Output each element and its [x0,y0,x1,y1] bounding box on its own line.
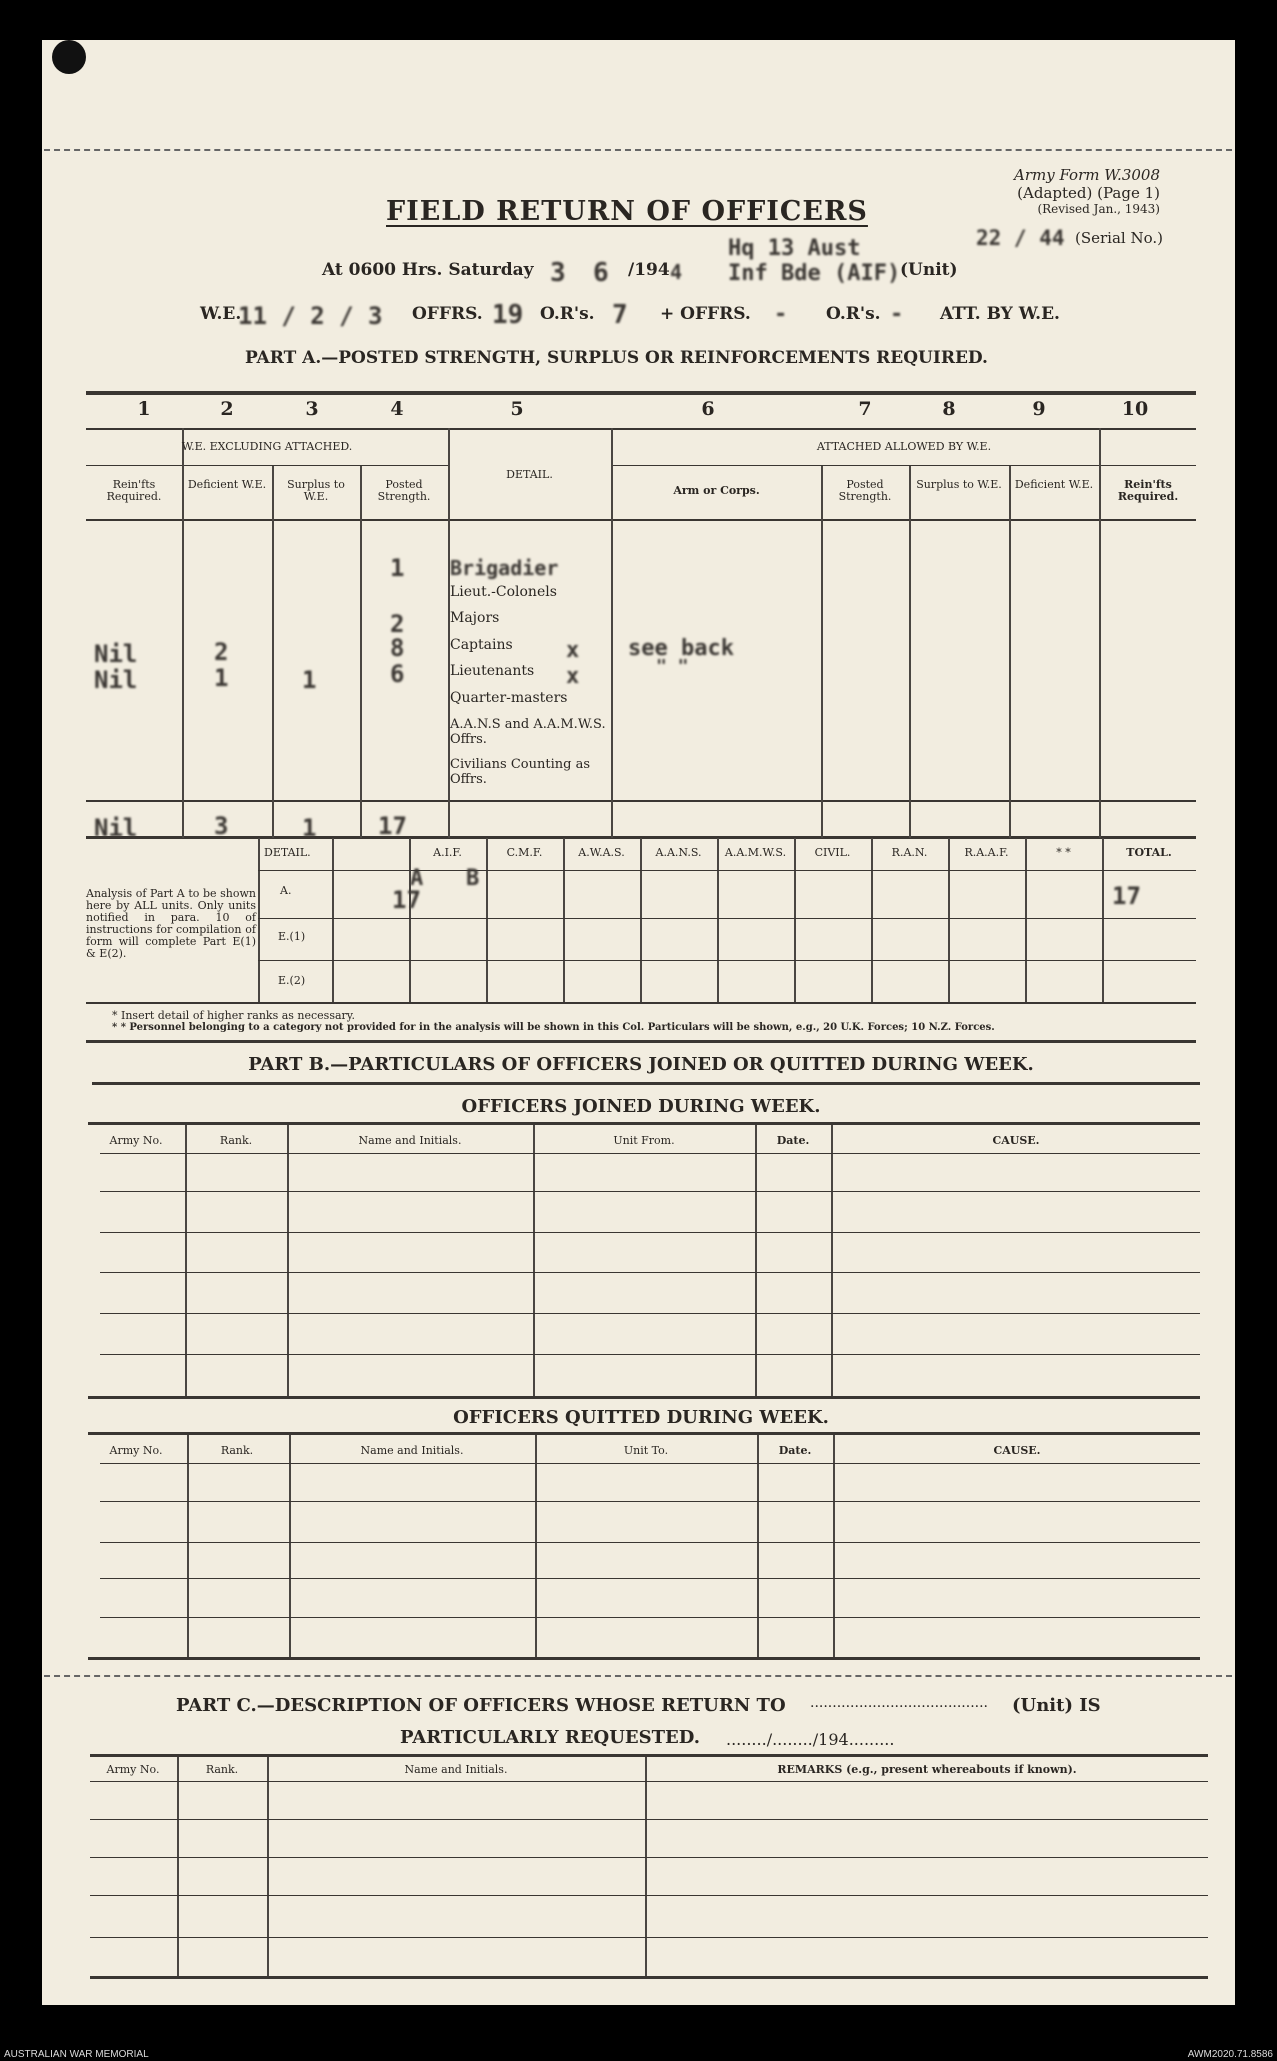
analysis-rule [258,918,1196,919]
part-c-vline [645,1757,647,1977]
detail-header: DETAIL. [506,468,553,481]
we-label: W.E. [200,304,242,324]
footer-left: AUSTRALIAN WAR MEMORIAL [4,2049,149,2060]
part-a-header-rule [86,519,1196,521]
analysis-bottom-rule [86,1002,1196,1004]
part-a-vline [909,466,911,838]
part-c-title-1: PART C.—DESCRIPTION OF OFFICERS WHOSE RETURN TO [176,1695,786,1716]
part-c-row-rule [90,1819,1208,1820]
captains-reinf: Nil [94,640,138,668]
part-a-top-rule [86,391,1196,395]
quitted-h-name: Name and Initials. [360,1444,464,1457]
joined-row-rule [100,1232,1200,1233]
col-num-9: 9 [1032,398,1046,420]
total-reinf: Nil [94,814,138,842]
part-c-row-rule [90,1937,1208,1938]
joined-h-date: Date. [776,1134,810,1147]
analysis-col-ran: R.A.N. [891,846,928,859]
analysis-vline [409,838,411,1002]
rank-lieutenants: Lieutenants [450,663,535,679]
part-a-title: PART A.—POSTED STRENGTH, SURPLUS OR REINFORCEMENTS REQUIRED. [245,348,988,368]
col-num-3: 3 [305,398,319,420]
header-surplus-left: Surplus to W.E. [287,478,345,503]
analysis-vline [1102,838,1104,1002]
plus-offrs-typed: - [774,302,788,327]
header-surplus-right: Surplus to W.E. [916,478,1002,491]
part-c-vline [267,1757,269,1977]
year-suffix: 4 [670,260,683,284]
total-surplus: 1 [302,814,317,842]
header-deficient-left: Deficient W.E. [187,478,267,491]
captains-deficient: 2 [214,638,229,666]
joined-row-rule [100,1354,1200,1355]
joined-row-rule [100,1191,1200,1192]
part-c-title-2: PARTICULARLY REQUESTED. [400,1727,700,1748]
rank-civilians: Civilians Counting as Offrs. [450,757,590,787]
analysis-row-a: A. [280,884,292,897]
att-label: ATT. BY W.E. [940,304,1060,324]
lieutenants-x: x [566,664,580,689]
quitted-row-rule [100,1463,1200,1464]
analysis-vline [717,838,719,1002]
quitted-row-rule [100,1578,1200,1579]
part-b-top-rule [86,1040,1196,1043]
col-num-5: 5 [510,398,524,420]
analysis-vline [948,838,950,1002]
quitted-row-rule [100,1617,1200,1618]
army-form-ref [990,166,1160,216]
captains-arm: see back [628,636,734,661]
joined-bottom-rule [88,1396,1200,1399]
quitted-h-date: Date. [778,1444,812,1457]
quitted-title: OFFICERS QUITTED DURING WEEK. [453,1407,829,1428]
group-right-rule [612,465,1196,466]
analysis-note: Analysis of Part A to be shown here by ALL units. Only units notified in para. 10 of instructions for compilation of form will complete Part E(1) & E(2). [86,887,256,960]
group-left-label: W.E. EXCLUDING ATTACHED. [181,440,353,453]
analysis-col-aans: A.A.N.S. [655,846,702,859]
perforation-top [44,149,1232,151]
part-c-vline [177,1757,179,1977]
unit-typed-1: Hq 13 Aust [728,236,861,261]
part-c-top-rule [90,1754,1208,1757]
quitted-vline [535,1435,537,1659]
brigadier-posted: 1 [390,554,405,582]
joined-h-unit-from: Unit From. [613,1134,675,1147]
offrs-label: OFFRS. [412,304,483,324]
header-deficient-right: Deficient W.E. [1014,478,1094,491]
quitted-row-rule [100,1501,1200,1502]
part-c-row-rule [90,1857,1208,1858]
analysis-vline [486,838,488,1002]
analysis-vline [258,838,260,1002]
col-num-1: 1 [137,398,151,420]
part-a-body-rule [86,800,1196,802]
analysis-detail-header: DETAIL. [264,846,311,859]
lieutenants-deficient: 1 [214,664,229,692]
joined-row-rule [100,1153,1200,1154]
form-title: FIELD RETURN OF OFFICERS [386,196,868,227]
lieutenants-reinf: Nil [94,666,138,694]
joined-vline [533,1125,535,1397]
col-num-2: 2 [220,398,234,420]
joined-h-army-no: Army No. [109,1134,163,1147]
form-adapted: (Adapted) (Page 1) [1017,184,1160,202]
header-arm-corps: Arm or Corps. [673,484,760,497]
quitted-bottom-rule [88,1657,1200,1660]
quitted-vline [757,1435,759,1659]
analysis-vline [1025,838,1027,1002]
plus-ors-typed: - [890,302,904,327]
col-num-6: 6 [701,398,715,420]
joined-vline [287,1125,289,1397]
col-num-7: 7 [858,398,872,420]
quitted-h-unit-to: Unit To. [623,1444,669,1457]
analysis-col-aamws: A.A.M.W.S. [724,846,787,859]
quitted-h-army-no: Army No. [109,1444,163,1457]
analysis-vline [332,838,334,1002]
perforation-bottom [44,1675,1232,1677]
joined-row-rule [100,1313,1200,1314]
part-a-vline [1099,428,1101,838]
part-c-h-remarks: REMARKS (e.g., present whereabouts if known). [777,1763,1077,1776]
joined-h-name: Name and Initials. [358,1134,462,1147]
part-a-vline [182,428,184,838]
quitted-vline [187,1435,189,1659]
footer-right: AWM2020.71.8586 [1187,2049,1273,2060]
joined-vline [755,1125,757,1397]
analysis-typed-total: 17 [1112,882,1141,910]
part-c-h-name: Name and Initials. [404,1763,508,1776]
col-num-4: 4 [390,398,404,420]
joined-h-rank: Rank. [219,1134,253,1147]
offrs-typed: 19 [492,300,524,330]
captains-posted: 8 [390,634,405,662]
rank-quarter-masters: Quarter-masters [450,690,568,706]
majors-posted: 2 [390,610,405,638]
col-num-8: 8 [942,398,956,420]
part-b-title: PART B.—PARTICULARS OF OFFICERS JOINED OR QUITTED DURING WEEK. [248,1054,1034,1075]
analysis-typed-17: 17 [392,886,421,914]
analysis-col-other: * * [1056,846,1071,859]
part-a-vline [1009,466,1011,838]
rank-aans-aamws: A.A.N.S and A.A.M.W.S. Offrs. [450,717,606,747]
analysis-vline [794,838,796,1002]
analysis-col-awas: A.W.A.S. [578,846,625,859]
analysis-col-cmf: C.M.F. [506,846,543,859]
analysis-vline [563,838,565,1002]
analysis-rule [258,960,1196,961]
header-posted-left: Posted Strength. [377,478,431,503]
analysis-vline [640,838,642,1002]
plus-ors-label: O.R's. [826,304,881,324]
joined-top-rule [88,1122,1200,1125]
analysis-rule [258,870,1196,871]
army-form-number: Army Form W.3008 [1014,166,1160,184]
total-posted: 17 [378,812,407,840]
captains-x: x [566,638,580,663]
joined-vline [185,1125,187,1397]
analysis-row-e1: E.(1) [278,930,306,943]
rank-captains: Captains [450,637,513,653]
form-revised: (Revised Jan., 1943) [1037,202,1160,216]
year-prefix: /194 [628,260,670,280]
unit-label: (Unit) [900,260,958,280]
part-b-rule [92,1082,1200,1085]
quitted-row-rule [100,1542,1200,1543]
analysis-col-total: TOTAL. [1126,846,1172,859]
lieutenants-arm: " " [656,656,689,677]
rank-brigadier: Brigadier [450,556,559,580]
part-c-h-rank: Rank. [205,1763,239,1776]
rank-lieut-colonels: Lieut.-Colonels [450,584,557,600]
serial-typed: 22 / 44 [976,226,1065,250]
part-c-bottom-rule [90,1976,1208,1979]
header-reinf-left: Rein'fts Required. [106,478,162,503]
header-posted-right: Posted Strength. [838,478,892,503]
quitted-vline [289,1435,291,1659]
date-month: 6 [593,258,609,288]
punch-hole [52,40,86,74]
analysis-vline [871,838,873,1002]
plus-offrs-label: + OFFRS. [660,304,751,324]
header-reinf-right: Rein'fts Required. [1117,478,1179,503]
analysis-typed-b: B [466,866,480,891]
rank-majors: Majors [450,610,500,626]
ors-typed: 7 [612,300,628,330]
analysis-col-aif: A.I.F. [433,846,462,859]
part-a-vline [821,466,823,838]
quitted-vline [833,1435,835,1659]
footnote-2: * * Personnel belonging to a category not provided for in the analysis will be shown in this Col. Particulars will be shown, e.g., 20 U.K. Forces; 10 N.Z. Forces. [112,1022,995,1033]
part-c-unit-dots: ........................................ [810,1695,989,1711]
unit-typed-2: Inf Bde (AIF) [728,261,901,286]
footnote-1: * Insert detail of higher ranks as necessary. [112,1009,356,1022]
part-c-row-rule [90,1781,1208,1782]
analysis-col-raaf: R.A.A.F. [964,846,1009,859]
part-a-vline [272,466,274,838]
we-typed: 11 / 2 / 3 [238,302,383,330]
part-a-colnum-rule [86,428,1196,430]
joined-h-cause: CAUSE. [992,1134,1040,1147]
lieutenants-posted: 6 [390,660,405,688]
analysis-row-e2: E.(2) [278,974,306,987]
group-left-rule [86,465,448,466]
lieutenants-surplus: 1 [302,666,317,694]
group-right-label: ATTACHED ALLOWED BY W.E. [816,440,992,453]
part-c-date: ......../......../194......... [726,1730,895,1749]
joined-row-rule [100,1272,1200,1273]
at-line-label: At 0600 Hrs. Saturday [322,260,534,280]
part-a-vline [360,466,362,838]
col-num-10: 10 [1121,398,1149,420]
total-deficient: 3 [214,812,229,840]
joined-vline [831,1125,833,1397]
part-c-row-rule [90,1895,1208,1896]
analysis-typed-a: A [410,866,424,891]
part-c-h-army-no: Army No. [106,1763,160,1776]
ors-label: O.R's. [540,304,595,324]
serial-label: (Serial No.) [1075,229,1163,247]
joined-title: OFFICERS JOINED DURING WEEK. [461,1096,821,1117]
quitted-h-rank: Rank. [220,1444,254,1457]
quitted-h-cause: CAUSE. [993,1444,1041,1457]
date-day: 3 [550,258,566,288]
quitted-top-rule [88,1432,1200,1435]
part-c-title-1-end: (Unit) IS [1012,1695,1101,1716]
analysis-col-civil: CIVIL. [814,846,851,859]
